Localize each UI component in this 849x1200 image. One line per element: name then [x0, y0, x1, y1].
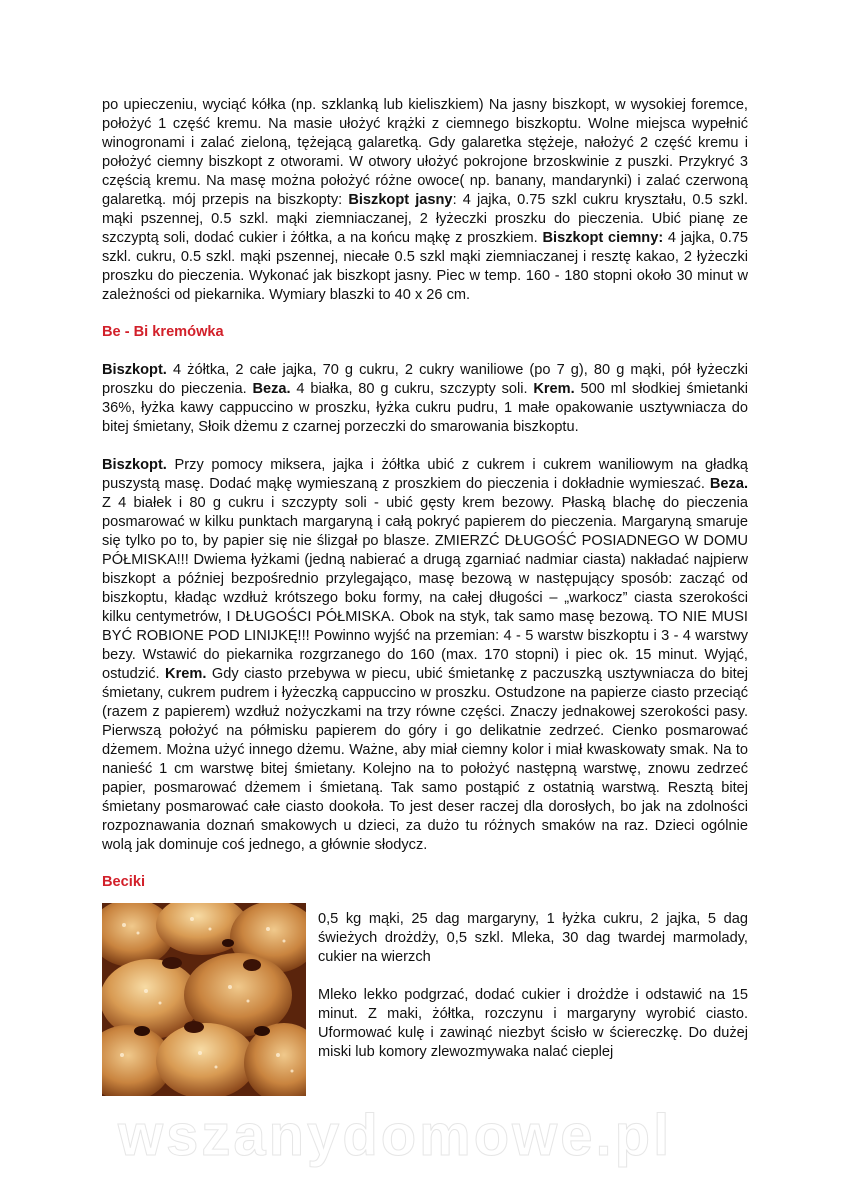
bebi-ingr-biszkopt-label: Biszkopt. [102, 362, 167, 378]
bebi-ingr-text-1: 4 żółtka, 2 całe jajka, 70 g cukru, 2 cukry waniliowe (po 7 g), 80 g mąki, pół łyżeczki proszku do pieczenia. [102, 362, 748, 397]
beciki-ingredients: 0,5 kg mąki, 25 dag margaryny, 1 łyżka cukru, 2 jajka, 5 dag świeżych drożdży, 0,5 szkl. Mleka, 30 dag twardej marmolady, cukier na wierzch [318, 911, 748, 965]
intro-bold-biszkopt-ciemny: Biszkopt ciemny: [542, 230, 664, 246]
intro-bold-biszkopt-jasny: Biszkopt jasny [348, 192, 453, 208]
bebi-method-text-2: Z 4 białek i 80 g cukru i szczypty soli - ubić gęsty krem bezowy. Płaską blachę do pieczenia posmarować w kilku punktach margaryną i całą pokryć papierem do pieczenia. Margaryną smaruje się tylko po to, by papier się nie ślizgał po blasze. ZMIERZĆ DŁUGOŚĆ POSIADNEGO W DOMU PÓŁMISKA!!! Dwiema łyżkami (jedną nabierać a drugą zgarniać nadmiar ciasta) nakładać najpierw biszkopt a później bezpośrednio przylegająco, masę bezową w następujący sposób: zacząć od biszkoptu, kładąc wzdłuż krótszego boku formy, na całej długości – „warkocz” ciasta szerokości kilku centymetrów, I DŁUGOŚCI PÓŁMISKA. Obok na styk, tak samo masę bezową. TO NIE MUSI BYĆ ROBIONE POD LINIJKĘ!!! Powinno wyjść na przemian: 4 - 5 warstw biszkoptu i 3 - 4 warstwy bezy. Wstawić do piekarnika rozgrzanego do 160 (max. 170 stopni) i piec ok. 15 minut. Wyjąć, ostudzić. [102, 495, 748, 682]
bebi-method-text-1: Przy pomocy miksera, jajka i żółtka ubić z cukrem i cukrem waniliowym na gładką puszystą masę. Dodać mąkę wymieszaną z proszkiem do pieczenia i dokładnie wymieszać. [102, 457, 748, 492]
beciki-method: Mleko lekko podgrzać, dodać cukier i drożdże i odstawić na 15 minut. Z maki, żółtka, rozczynu i margaryny wyrobić ciasto. Uformować kulę i zawinąć niezbyt ścisło w ściereczkę. Do dużej miski lub komory zlewozmywaka nalać cieplej [318, 987, 748, 1060]
beciki-section [102, 903, 748, 1103]
recipe-title-beciki: Beciki [102, 874, 145, 890]
bebi-method-beza-label: Beza. [709, 476, 748, 492]
pastry-image [102, 903, 306, 1096]
bebi-ingr-beza-label: Beza. [252, 381, 291, 397]
bebi-ingredients-paragraph [102, 361, 748, 437]
intro-text-1: po upieczeniu, wyciąć kółka (np. szklanką lub kieliszkiem) Na jasny biszkopt, w wysokiej foremce, położyć 1 część kremu. Na masie ułożyć krążki z ciemnego biszkoptu. Wolne miejsca wypełnić winogronami i zalać zieloną, tężejącą galaretką. Gdy galaretka stężeje, nałożyć 2 część kremu i położyć ciemny biszkopt z otworami. W otwory ułożyć pokrojone brzoskwinie z puszki. Przykryć 3 częścią kremu. Na masę można położyć różne owoce( np. banany, mandarynki) i zalać czerwoną galaretką. mój przepis na biszkopty: [102, 97, 748, 208]
bebi-method-text-3: Gdy ciasto przebywa w piecu, ubić śmietankę z paczuszką usztywniacza do bitej śmietany, cukrem pudrem i łyżeczką cappuccino w proszku. Ostudzone na papierze ciasto przeciąć (razem z papierem) wzdłuż nożyczkami na trzy równe części. Znaczy jednakowej szerokości pasy. Pierwszą położyć na półmisku papierem do góry i go delikatnie zedrzeć. Cienko posmarować dżemem. Można użyć innego dżemu. Ważne, aby miał ciemny kolor i miał kwaskowaty smak. Na to nanieść 1 cm warstwę bitej śmietany. Kolejno na to położyć następną warstwę, znowu zedrzeć papier, posmarować dżemem i śmietaną. Tak samo postąpić z ostatnią warstwą. Resztą bitej śmietany posmarować całe ciasto dookoła. To jest deser raczej dla dorosłych, bo jak na zdolności rozpoznawania doznań smakowych u dzieci, za dużo tu różnych smaków na raz. Dzieci ogólnie wolą jak dominuje coś jednego, a głównie słodycz. [102, 666, 748, 853]
beciki-photo [102, 903, 306, 1096]
bebi-ingr-krem-label: Krem. [533, 381, 575, 397]
intro-paragraph [102, 96, 748, 305]
intro-text-2: : 4 jajka, 0.75 szkl cukru kryształu, 0.5 szkl. mąki pszennej, 0.5 szkl. mąki ziemniaczanej, 2 łyżeczki proszku do pieczenia. Ubić pianę ze szczyptą soli, dodać cukier i żółtka, a na końcu mąkę z proszkiem. [102, 192, 748, 246]
bebi-method-biszkopt-label: Biszkopt. [102, 457, 167, 473]
bebi-method-paragraph [102, 456, 748, 855]
bebi-ingr-text-2: 4 białka, 80 g cukru, szczypty soli. [290, 381, 534, 397]
site-watermark: wszanydomowe.pl [118, 1103, 673, 1168]
intro-text-3: 4 jajka, 0.75 szkl. cukru, 0.5 szkl. mąki pszennej, niecałe 0.5 szkl mąki ziemniaczanej i resztę kakao, 2 łyżeczki proszku do pieczenia. Wykonać jak biszkopt jasny. Piec w temp. 160 - 180 stopni około 30 minut w zależności od piekarnika. Wymiary blaszki to 40 x 26 cm. [102, 230, 748, 303]
document-page [102, 96, 748, 1103]
beciki-text [318, 910, 748, 1062]
recipe-title-bebi: Be - Bi kremówka [102, 324, 224, 340]
bebi-method-krem-label: Krem. [165, 666, 207, 682]
bebi-ingr-text-3: 500 ml słodkiej śmietanki 36%, łyżka kawy cappuccino w proszku, łyżka cukru pudru, 1 małe opakowanie usztywniacza do bitej śmietany, Słoik dżemu z czarnej porzeczki do smarowania biszkoptu. [102, 381, 748, 435]
